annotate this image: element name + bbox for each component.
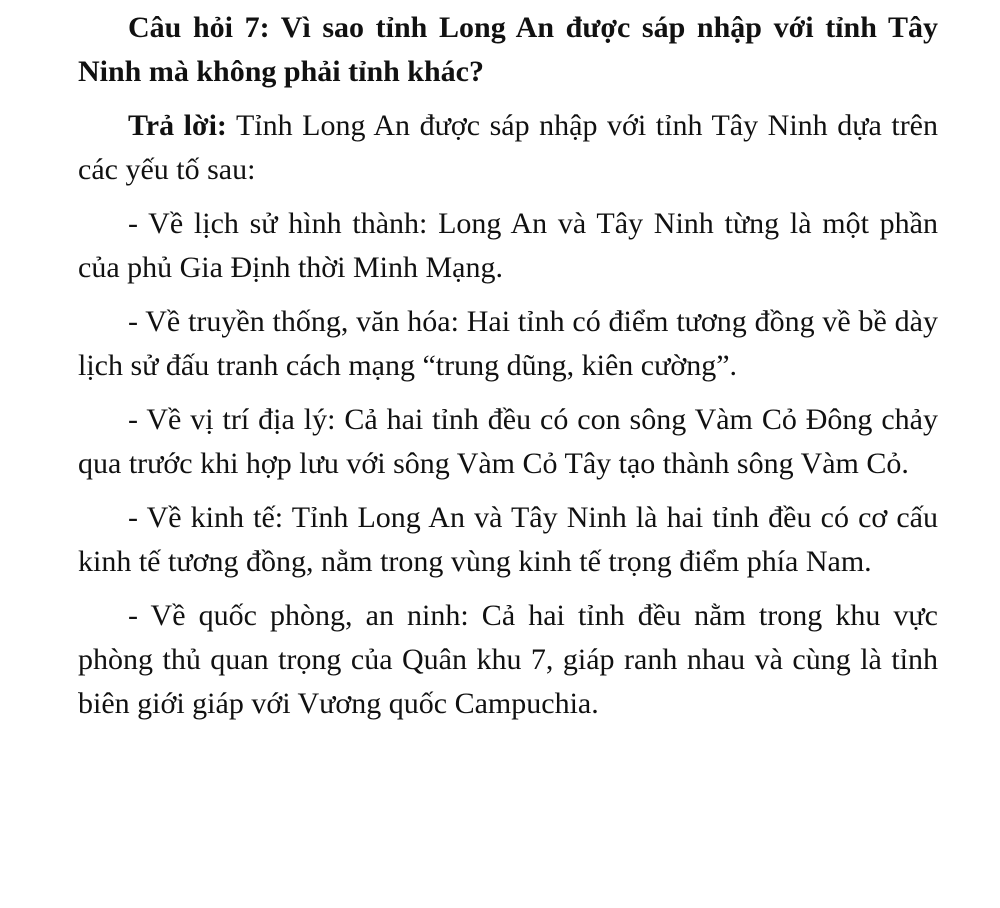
point-culture: - Về truyền thống, văn hóa: Hai tỉnh có điểm tương đồng về bề dày lịch sử đấu tranh cách mạng “trung dũng, kiên cường”. (78, 305, 938, 382)
point-defense: - Về quốc phòng, an ninh: Cả hai tỉnh đều nằm trong khu vực phòng thủ quan trọng của Quân khu 7, giáp ranh nhau và cùng là tỉnh biên giới giáp với Vương quốc Campuchia. (78, 599, 938, 720)
answer-intro: Tỉnh Long An được sáp nhập với tỉnh Tây Ninh dựa trên các yếu tố sau: (78, 109, 938, 186)
answer-label: Trả lời: (128, 109, 227, 142)
point-geography: - Về vị trí địa lý: Cả hai tỉnh đều có con sông Vàm Cỏ Đông chảy qua trước khi hợp lưu với sông Vàm Cỏ Tây tạo thành sông Vàm Cỏ. (78, 403, 938, 480)
point-history: - Về lịch sử hình thành: Long An và Tây Ninh từng là một phần của phủ Gia Định thời Minh Mạng. (78, 207, 938, 284)
question-heading: Câu hỏi 7: Vì sao tỉnh Long An được sáp nhập với tỉnh Tây Ninh mà không phải tỉnh khác? (78, 11, 938, 88)
answer-paragraph (78, 104, 938, 192)
point-economy: - Về kinh tế: Tỉnh Long An và Tây Ninh là hai tỉnh đều có cơ cấu kinh tế tương đồng, nằm trong vùng kinh tế trọng điểm phía Nam. (78, 501, 938, 578)
